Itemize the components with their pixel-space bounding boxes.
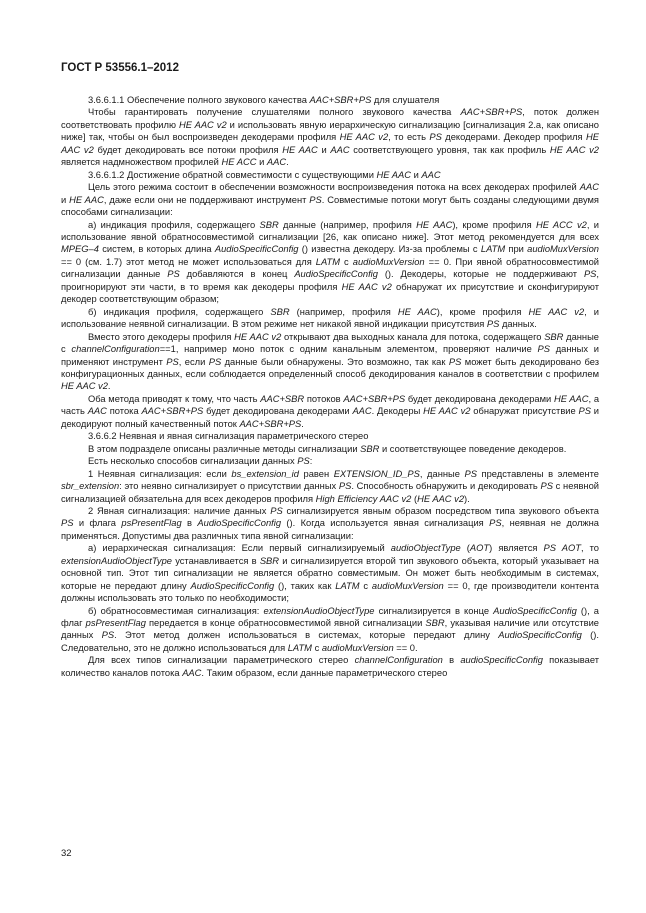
text-run: потоков <box>304 393 344 404</box>
italic-term: LATM <box>335 580 360 591</box>
italic-term: HE AAC v2 <box>417 493 465 504</box>
text-run: будет декодирована декодерами <box>203 406 353 417</box>
text-run: б) индикация профиля, содержащего <box>88 306 271 317</box>
text-run: и использовать явную иерархическую сигнализацию [сигнализация 2.а, как описано ниже] так, чтобы он был воспроизведен декодерами профиля <box>61 119 599 143</box>
text-run: ) является <box>489 543 544 554</box>
italic-term: LATM <box>315 256 341 267</box>
text-run: а) иерархическая сигнализация: Если первый сигнализируемый <box>88 543 391 554</box>
italic-term: HE AAC v2 <box>423 406 471 417</box>
italic-term: HE AAC v2 <box>339 132 389 143</box>
text-run: . <box>107 381 111 392</box>
paragraph <box>61 106 599 168</box>
text-run: 1 Неявная сигнализация: если <box>88 468 232 479</box>
text-run: , и использование неявной сигнализации. В этом режиме нет никакой явной индикации присутствия <box>61 306 599 330</box>
italic-term: extensionAudioObjectType <box>61 555 172 566</box>
text-run: Есть несколько способов сигнализации данных <box>88 456 298 467</box>
text-run: , указывая наличие или отсутствие данных <box>61 618 599 641</box>
paragraph <box>61 443 599 455</box>
italic-term: PS <box>338 481 352 492</box>
text-run: . <box>286 157 289 168</box>
italic-term: AAC <box>266 157 287 168</box>
text-run: является надмножеством профилей <box>61 157 222 168</box>
text-run: при <box>505 244 528 255</box>
text-run: устанавливается в <box>171 555 260 566</box>
text-run: представлены в элементе <box>476 468 599 479</box>
italic-term: HE AAC v2 <box>549 144 599 155</box>
paragraph <box>61 455 599 467</box>
italic-term: PS <box>167 269 180 280</box>
paragraph <box>61 468 599 505</box>
paragraph <box>61 94 599 106</box>
italic-term: bs_extension_id <box>231 468 299 479</box>
italic-term: PS <box>309 194 322 205</box>
italic-term: AAC+SBR+PS <box>141 406 204 417</box>
paragraph <box>61 393 599 430</box>
italic-term: SBR <box>259 219 279 230</box>
italic-term: PS <box>578 406 591 417</box>
italic-term: SBR <box>544 331 564 342</box>
italic-term: LATM <box>287 642 312 653</box>
italic-term: psPresentFlag <box>121 518 182 529</box>
text-run: данные (например, профиля <box>278 219 417 230</box>
text-run: . Декодеры <box>371 406 424 417</box>
italic-term: AAC+SBR+PS <box>343 393 406 404</box>
italic-term: PS <box>583 269 597 280</box>
italic-term: HE AAC v2 <box>341 281 392 292</box>
italic-term: AOT <box>469 543 490 554</box>
text-run: == 0. При явной обратносовместимой сигнализации данные <box>61 256 599 280</box>
text-run: передается в конце обратносовместимой явной сигнализации <box>145 618 426 629</box>
text-run: , то есть <box>388 132 430 143</box>
italic-term: LATM <box>480 244 506 255</box>
italic-term: audioMuxVersion <box>321 642 394 653</box>
text-run: ==1, например моно поток с одним канальным элементом, проверяют наличие <box>159 344 538 355</box>
italic-term: SBR <box>270 306 290 317</box>
paragraph <box>61 306 599 331</box>
italic-term: PS <box>540 481 553 492</box>
italic-term: EXTENSION_ID_PS <box>333 468 420 479</box>
text-run: . <box>301 418 304 429</box>
italic-term: AAC <box>579 182 599 193</box>
text-run: данных. <box>499 319 537 330</box>
text-run: систем, в которых длина <box>98 244 215 255</box>
text-run: данные с <box>61 331 599 355</box>
text-run: ), кроме профиля <box>452 219 536 230</box>
italic-term: channelConfiguration <box>354 655 443 666</box>
italic-term: HE AAC v2 <box>528 306 585 317</box>
italic-term: PS <box>166 356 179 367</box>
text-run: 3.6.6.1.2 Достижение обратной совместимости с существующими <box>88 169 377 180</box>
text-run: В этом подразделе описаны различные методы сигнализации <box>88 443 361 454</box>
italic-term: PS <box>297 456 310 467</box>
text-run: Для всех типов сигнализации параметрического стерео <box>88 655 355 666</box>
text-run: и флага <box>73 518 122 529</box>
text-run: добавляются в конец <box>179 269 295 280</box>
italic-term: AAC+SBR+PS <box>309 95 372 105</box>
text-run: показывает количество каналов потока <box>61 655 599 678</box>
page-number: 32 <box>61 848 72 859</box>
italic-term: PS <box>464 468 477 479</box>
text-run: (). Когда используется явная сигнализация <box>281 518 490 529</box>
text-run: и <box>61 194 70 205</box>
italic-term: HE ACC v2 <box>535 219 587 230</box>
italic-term: AudioSpecificConfig <box>294 269 378 280</box>
italic-term: AAC <box>421 169 441 180</box>
italic-term: HE AAC v2 <box>61 132 599 155</box>
italic-term: AudioSpecificConfig <box>190 580 275 591</box>
text-run: сигнализируется в конце <box>374 605 494 616</box>
text-run: Чтобы гарантировать получение слушателями полного звукового качества <box>88 107 461 118</box>
text-run: 2 Явная сигнализация: наличие данных <box>88 505 271 516</box>
italic-term: PS <box>101 630 115 641</box>
paragraph <box>61 331 599 393</box>
italic-term: HE AAC v2 <box>178 119 227 130</box>
page-header: ГОСТ Р 53556.1–2012 <box>61 62 179 74</box>
text-run: 3.6.6.2 Неявная и явная сигнализация параметрического стерео <box>88 431 369 442</box>
paragraph <box>61 169 599 181</box>
paragraph <box>61 542 599 604</box>
text-run: данные были обнаружены. Это возможно, так как <box>221 356 449 367</box>
text-run: и соответствующее поведение декодеров. <box>379 443 567 454</box>
italic-term: audioMuxVersion <box>527 244 600 255</box>
italic-term: AAC+SBR+PS <box>239 418 302 429</box>
text-run: с <box>359 580 372 591</box>
italic-term: PS AOT <box>543 543 581 554</box>
text-run: Цель этого режима состоит в обеспечении возможности воспроизведения потока на всех декодерах профилей <box>88 182 580 193</box>
paragraph <box>61 605 599 655</box>
italic-term: HE AAC <box>397 306 437 317</box>
italic-term: HE AAC v2 <box>61 381 108 392</box>
text-run: ), кроме профиля <box>436 306 529 317</box>
text-run: , то <box>580 543 599 554</box>
text-run: равен <box>298 468 334 479</box>
text-run: данных и применяют инструмент <box>61 344 599 367</box>
text-run: (например, профиля <box>289 306 398 317</box>
text-run: 3.6.6.1.1 Обеспечение полного звукового качества <box>88 95 310 105</box>
text-run: Оба метода приводят к тому, что часть <box>88 393 261 404</box>
italic-term: audioMuxVersion <box>352 256 425 267</box>
italic-term: AAC <box>87 406 107 417</box>
text-run: будет декодирована декодерами <box>405 393 554 404</box>
italic-term: High Efficiency AAC v2 <box>315 493 412 504</box>
italic-term: AudioSpecificConfig <box>493 605 577 616</box>
italic-term: psPresentFlag <box>85 618 146 629</box>
italic-term: AudioSpecificConfig <box>498 630 582 641</box>
paragraph <box>61 219 599 306</box>
italic-term: HE AAC <box>553 393 589 404</box>
italic-term: PS <box>489 518 502 529</box>
text-run: ). <box>464 493 470 504</box>
text-run: (), таких как <box>274 580 336 591</box>
italic-term: HE AAC <box>416 219 453 230</box>
text-run: == 0 (см. 1.7) этот метод не может использоваться для <box>61 256 316 267</box>
text-run: : это неявно сигнализирует о присутствии данных <box>119 481 339 492</box>
text-run: соответствующего уровня, так как профиль <box>349 144 550 155</box>
italic-term: PS <box>448 356 462 367</box>
text-run: потока <box>106 406 142 417</box>
italic-term: HE AAC <box>282 144 318 155</box>
italic-term: MPEG–4 <box>61 244 99 255</box>
italic-term: PS <box>486 319 500 330</box>
italic-term: AAC <box>182 667 202 678</box>
text-run: (), а флаг <box>61 605 600 629</box>
text-run: , проигнорируют эти части, в то время как декодеры профиля <box>61 269 600 292</box>
body-text <box>61 94 599 679</box>
text-run: а) индикация профиля, содержащего <box>88 219 260 230</box>
italic-term: AudioSpecificConfig <box>197 518 282 529</box>
text-run: может быть декодировано без конфигурационных данных, если соблюдается определенный способ декодирования каналов в соответствии с профилем <box>61 356 599 379</box>
italic-term: SBR <box>425 618 445 629</box>
paragraph <box>61 505 599 542</box>
italic-term: PS <box>270 505 283 516</box>
text-run: с <box>311 642 322 653</box>
text-run: , и использование явной обратносовместимой сигнализации [26, как описано ниже]. Этот метод рекомендуется для всех <box>61 219 600 242</box>
italic-term: PS <box>429 132 442 143</box>
italic-term: PS <box>537 344 550 355</box>
text-run: (). Следовательно, это не должно использоваться для <box>61 630 599 653</box>
text-run: ( <box>411 493 418 504</box>
italic-term: audioMuxVersion <box>371 580 444 591</box>
italic-term: SBR <box>259 555 280 566</box>
text-run: (). Декодеры, которые не поддерживают <box>377 269 584 280</box>
text-run: . Таким образом, если данные параметрического стерео <box>201 667 448 678</box>
italic-term: HE AAC v2 <box>234 331 282 342</box>
paragraph <box>61 654 599 679</box>
text-run: для слушателя <box>371 95 440 105</box>
italic-term: HE AAC <box>376 169 411 180</box>
italic-term: PS <box>61 518 74 529</box>
text-run: обнаружат их присутствие и сконфигурируют декодер соответствующим образом; <box>61 281 600 305</box>
text-run: () известна декодеру. Из-за проблемы с <box>298 244 481 255</box>
text-run: . Этот метод должен использоваться в системах, которые передают длину <box>114 630 499 641</box>
italic-term: audioObjectType <box>390 543 461 554</box>
text-run: с неявной сигнализацией обязательна для всех декодеров профиля <box>61 481 599 504</box>
italic-term: SBR <box>360 443 380 454</box>
text-run: в <box>181 518 198 529</box>
italic-term: extensionAudioObjectType <box>263 605 375 616</box>
italic-term: audioSpecificConfig <box>460 655 543 666</box>
text-run: , поток должен соответствовать профилю <box>61 107 599 130</box>
text-run: б) обратносовместимая сигнализация: <box>88 605 264 616</box>
text-run: : <box>309 456 313 467</box>
text-run: , даже если они не поддерживают инструмент <box>103 194 310 205</box>
italic-term: AAC <box>352 406 372 417</box>
paragraph <box>61 430 599 442</box>
text-run: , если <box>178 356 209 367</box>
text-run: и <box>317 144 331 155</box>
text-run: и декодируют полный качественный поток <box>61 406 600 429</box>
text-run: Вместо этого декодеры профиля <box>88 331 235 342</box>
text-run: и сигнализируется второй тип звукового объекта, который указывает на основной тип. Этот тип сигнализации не является обратно совместимым. Он может быть необходимым в системах, которые не передают длину <box>61 555 599 591</box>
text-run: , неявная не должна применяться. Допустимы два различных типа явной сигнализации: <box>61 518 600 541</box>
italic-term: AudioSpecificConfig <box>214 244 299 255</box>
paragraph <box>61 181 599 218</box>
italic-term: sbr_extension <box>61 481 120 492</box>
text-run: в <box>442 655 461 666</box>
text-run: будет декодировать все потоки профиля <box>93 144 283 155</box>
text-run: и <box>410 169 422 180</box>
text-run: ( <box>460 543 470 554</box>
italic-term: AAC <box>330 144 350 155</box>
italic-term: channelConfiguration <box>71 344 160 355</box>
text-run: == 0, где производители контента должны использовать это только по необходимости; <box>61 580 599 604</box>
text-run: сигнализируется явным образом посредством типа звукового объекта <box>282 505 600 516</box>
text-run: декодерами. Декодер профиля <box>441 132 587 143</box>
italic-term: HE AAC <box>69 194 104 205</box>
text-run: обнаружат присутствие <box>470 406 579 417</box>
text-run: , а часть <box>61 393 600 417</box>
text-run: открывают два выходных канала для потока, содержащего <box>281 331 545 342</box>
italic-term: AAC+SBR+PS <box>460 107 523 118</box>
text-run: == 0. <box>393 642 418 653</box>
text-run: с <box>340 256 353 267</box>
italic-term: PS <box>208 356 222 367</box>
italic-term: AAC+SBR <box>260 393 305 404</box>
text-run: . Способность обнаружить и декодировать <box>351 481 541 492</box>
text-run: и <box>256 157 267 168</box>
italic-term: HE ACC <box>221 157 257 168</box>
text-run: . Совместимые потоки могут быть созданы следующими двумя способами сигнализации: <box>61 194 599 218</box>
text-run: , данные <box>419 468 465 479</box>
